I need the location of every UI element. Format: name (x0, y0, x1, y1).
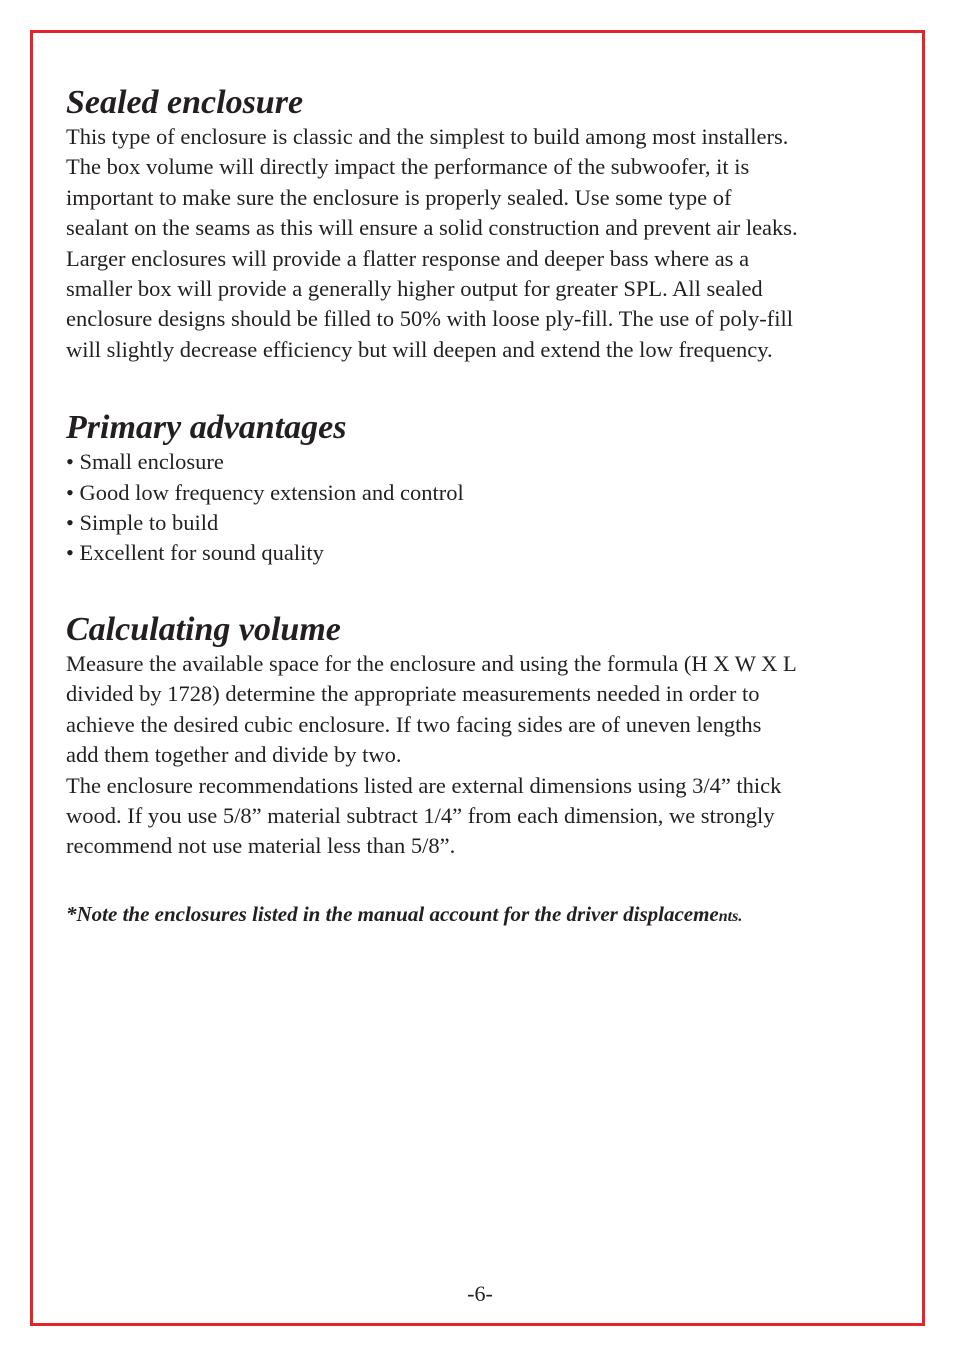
sealed-enclosure-section (66, 84, 906, 365)
page-number: -6- (467, 1281, 493, 1306)
paragraph-line: Larger enclosures will provide a flatter response and deeper bass where as a (66, 245, 750, 271)
paragraph-line: The box volume will directly impact the performance of the subwoofer, it is (66, 154, 750, 180)
page-content (66, 84, 906, 931)
displacement-note (66, 900, 906, 931)
sealed-enclosure-paragraph (66, 122, 906, 365)
paragraph-line: The enclosure recommendations listed are external dimensions using 3/4” thick (66, 772, 782, 798)
paragraph-line: recommend not use material less than 5/8”. (66, 833, 456, 859)
paragraph-line: wood. If you use 5/8” material subtract 1/4” from each dimension, we strongly (66, 802, 775, 828)
primary-advantages-heading: Primary advantages (66, 409, 347, 447)
list-item: • Simple to build (66, 510, 219, 536)
note-text: *Note the enclosures listed in the manual account for the driver displaceme (66, 901, 719, 926)
paragraph-line: important to make sure the enclosure is properly sealed. Use some type of (66, 184, 732, 210)
paragraph-line: will slightly decrease efficiency but will deepen and extend the low frequency. (66, 336, 773, 362)
paragraph-line: smaller box will provide a generally higher output for greater SPL. All sealed (66, 276, 763, 302)
paragraph-line: Measure the available space for the enclosure and using the formula (H X W X L (66, 650, 797, 676)
list-item: • Small enclosure (66, 449, 224, 475)
note-text-tail: nts. (718, 907, 743, 925)
paragraph-line: add them together and divide by two. (66, 742, 402, 768)
calculating-volume-section (66, 611, 906, 862)
list-item: • Excellent for sound quality (66, 540, 324, 566)
paragraph-line: achieve the desired cubic enclosure. If two facing sides are of uneven lengths (66, 711, 762, 737)
list-item: • Good low frequency extension and control (66, 479, 464, 505)
advantages-list (66, 447, 906, 569)
paragraph-line: sealant on the seams as this will ensure a solid construction and prevent air leaks. (66, 215, 798, 241)
calculating-volume-heading: Calculating volume (66, 610, 341, 648)
paragraph-line: divided by 1728) determine the appropriate measurements needed in order to (66, 681, 760, 707)
paragraph-line: This type of enclosure is classic and the simplest to build among most installers. (66, 124, 789, 149)
primary-advantages-section (66, 409, 906, 569)
paragraph-line: enclosure designs should be filled to 50% with loose ply-fill. The use of poly-fill (66, 306, 793, 332)
calculating-volume-paragraph (66, 649, 906, 862)
sealed-enclosure-heading: Sealed enclosure (66, 84, 304, 121)
